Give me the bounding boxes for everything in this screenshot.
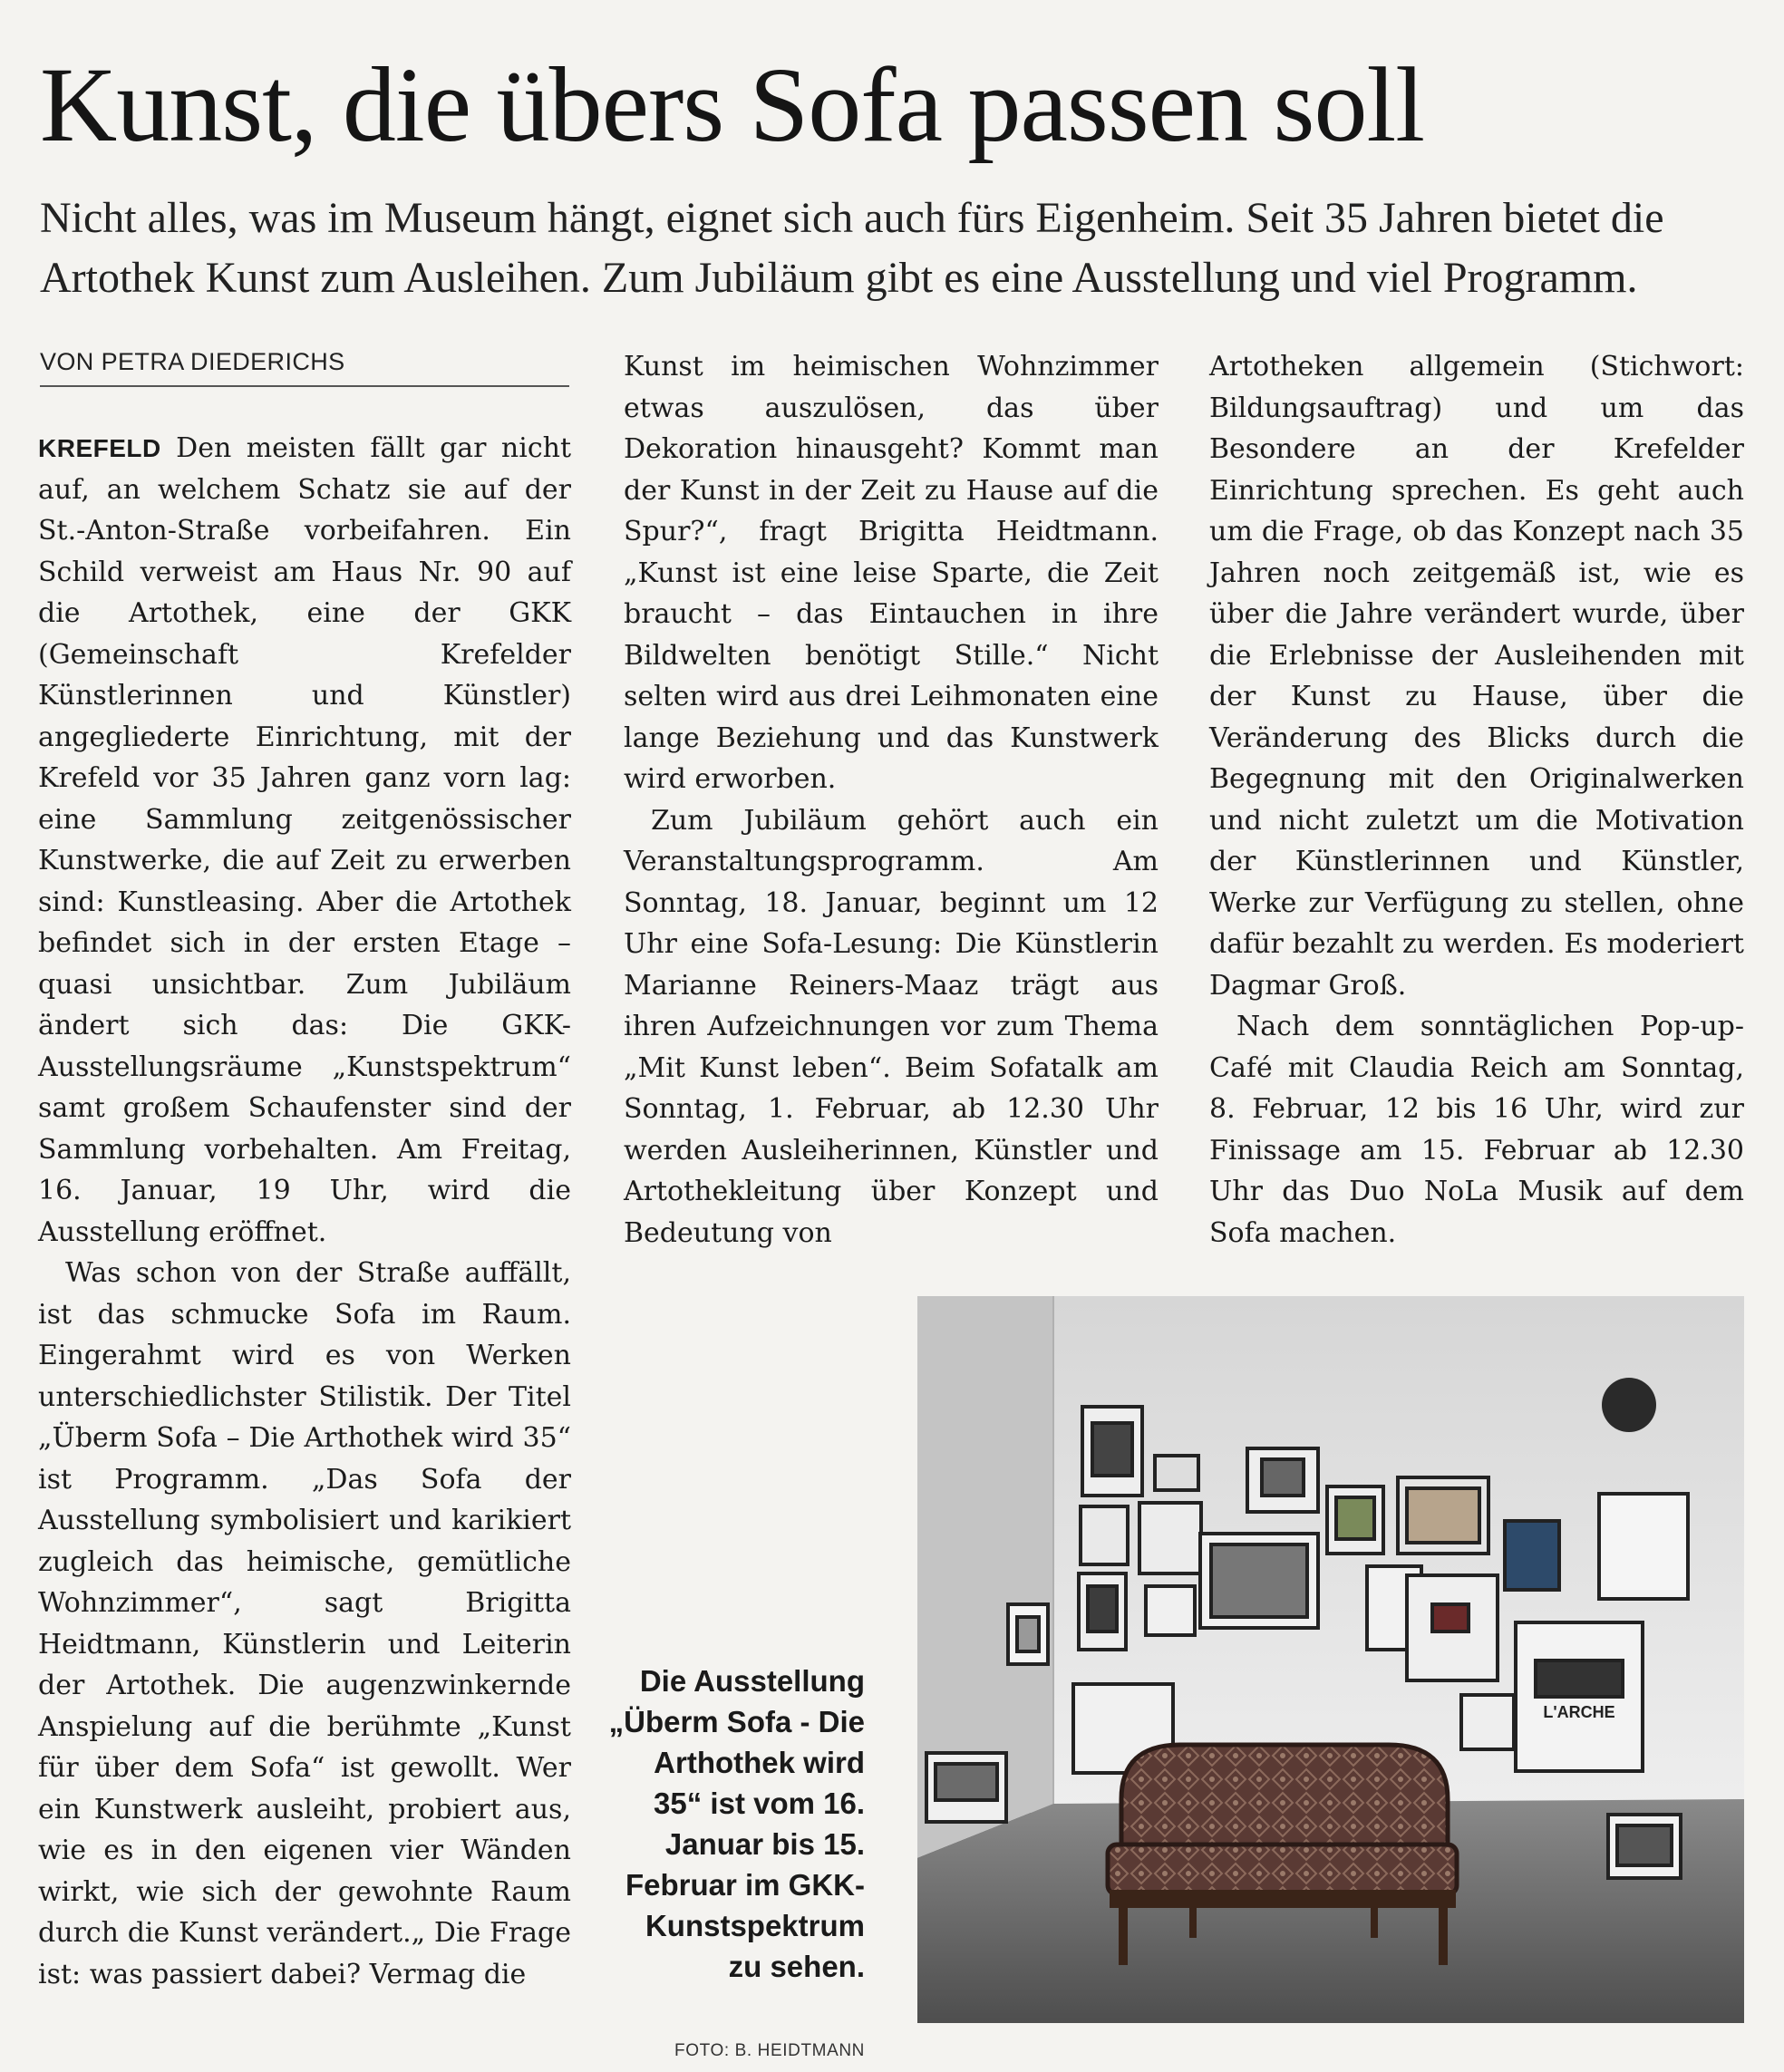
paragraph-text: Den meisten fällt gar nicht auf, an welchem Schatz sie auf der St.-Anton-Straße vorbeifahren. Ein Schild verweist am Haus Nr. 90 auf die Artothek, eine der GKK (Gemeinschaft Krefelder Künstlerinnen und Künstler) angegliederte Einrichtung, mit der Krefeld vor 35 Jahren ganz vorn lag: eine Sammlung zeitgenössischer Kunstwerke, die auf Zeit zu erwerben sind: Kunstleasing. Aber die Artothek befindet sich in der ersten Etage – quasi unsichtbar. Zum Jubiläum ändert sich das: Die GKK-Ausstellungsräume „Kunstspektrum“ samt großem Schaufenster sind der Sammlung vorbehalten. Am Freitag, 16. Januar, 19 Uhr, wird die Ausstellung eröffnet. bbox=[38, 432, 571, 1248]
article-paragraph: Kunst im heimischen Wohnzimmer etwas auszulösen, das über Dekoration hinausgeht? Kommt man der Kunst in der Zeit zu Hause auf die Spur?“, fragt Brigitta Heidtmann. „Kunst ist eine leise Sparte, die Zeit braucht – das Eintauchen in ihre Bildwelten benötigt Stille.“ Nicht selten wird aus drei Leihmonaten eine lange Beziehung und das Kunstwerk wird erworben. bbox=[624, 351, 1159, 795]
article-paragraph: Was schon von der Straße auffällt, ist das schmucke Sofa im Raum. Eingerahmt wird es von Werken unterschiedlichster Stilistik. Der Titel „Überm Sofa – Die Arthothek wird 35“ ist Programm. „Das Sofa der Ausstellung symbolisiert und karikiert zugleich das heimische, gemütliche Wohnzimmer“, sagt Brigitta Heidtmann, Künstlerin und Leiterin der Artothek. Die augenzwinkernde Anspielung auf die berühmte „Kunst für über dem Sofa“ ist gewollt. Wer ein Kunstwerk ausleiht, probiert aus, wie es in den eigenen vier Wänden wirkt, wie sich der gewohnte Raum durch die Kunst verändert.„ Die Frage ist: was passiert dabei? Vermag die bbox=[38, 1257, 571, 1990]
exhibition-photo bbox=[917, 1296, 1744, 2023]
photo-credit: FOTO: B. HEIDTMANN bbox=[674, 2041, 865, 2060]
article-paragraph: Artotheken allgemein (Stichwort: Bildungsauftrag) und um das Besondere an der Krefelder Einrichtung sprechen. Es geht auch um die Frage, ob das Konzept nach 35 Jahren noch zeitgemäß ist, wie es über die Jahre verändert wurde, über die Erlebnisse der Ausleihenden mit der Kunst zu Hause, über die Veränderung des Blicks durch die Begegnung mit den Originalwerken und nicht zuletzt um die Motivation der Künstlerinnen und Künstler, Werke zur Verfügung zu stellen, ohne dafür bezahlt zu werden. Es moderiert Dagmar Groß. bbox=[1209, 351, 1744, 1002]
article-column-3 bbox=[1209, 346, 1744, 1254]
article-paragraph bbox=[38, 428, 571, 1253]
article-paragraph: Nach dem sonntäglichen Pop-up-Café mit Claudia Reich am Sonntag, 8. Februar, 12 bis 16 Uhr, wird zur Finissage am 15. Februar ab 12.30 Uhr das Duo NoLa Musik auf dem Sofa machen. bbox=[1209, 1011, 1744, 1249]
headline: Kunst, die übers Sofa passen soll bbox=[40, 45, 1425, 164]
article-paragraph: Zum Jubiläum gehört auch ein Veranstaltungsprogramm. Am Sonntag, 18. Januar, beginnt um 12 Uhr eine Sofa-Lesung: Die Künstlerin Marianne Reiners-Maaz trägt aus ihren Aufzeichnungen vor zum Thema „Mit Kunst leben“. Beim Sofatalk am Sonntag, 1. Februar, ab 12.30 Uhr werden Ausleiherinnen, Künstler und Artothekleitung über Konzept und Bedeutung von bbox=[624, 804, 1159, 1249]
round-artwork bbox=[1602, 1378, 1656, 1432]
byline: VON PETRA DIEDERICHS bbox=[40, 348, 569, 387]
subheadline: Nicht alles, was im Museum hängt, eignet sich auch fürs Eigenheim. Seit 35 Jahren bietet die Artothek Kunst zum Ausleihen. Zum Jubiläum gibt es eine Ausstellung und viel Programm. bbox=[40, 194, 1664, 303]
article-column-1 bbox=[38, 428, 571, 1995]
article-column-2 bbox=[624, 346, 1159, 1254]
dateline: KREFELD bbox=[38, 434, 161, 462]
photo-caption: Die Ausstellung „Überm Sofa - Die Arthothek wird 35“ ist vom 16. Januar bis 15. Februar im GKK-Kunstspektrum zu sehen. bbox=[608, 1664, 865, 1983]
poster-label: L'ARCHE bbox=[1543, 1703, 1615, 1721]
